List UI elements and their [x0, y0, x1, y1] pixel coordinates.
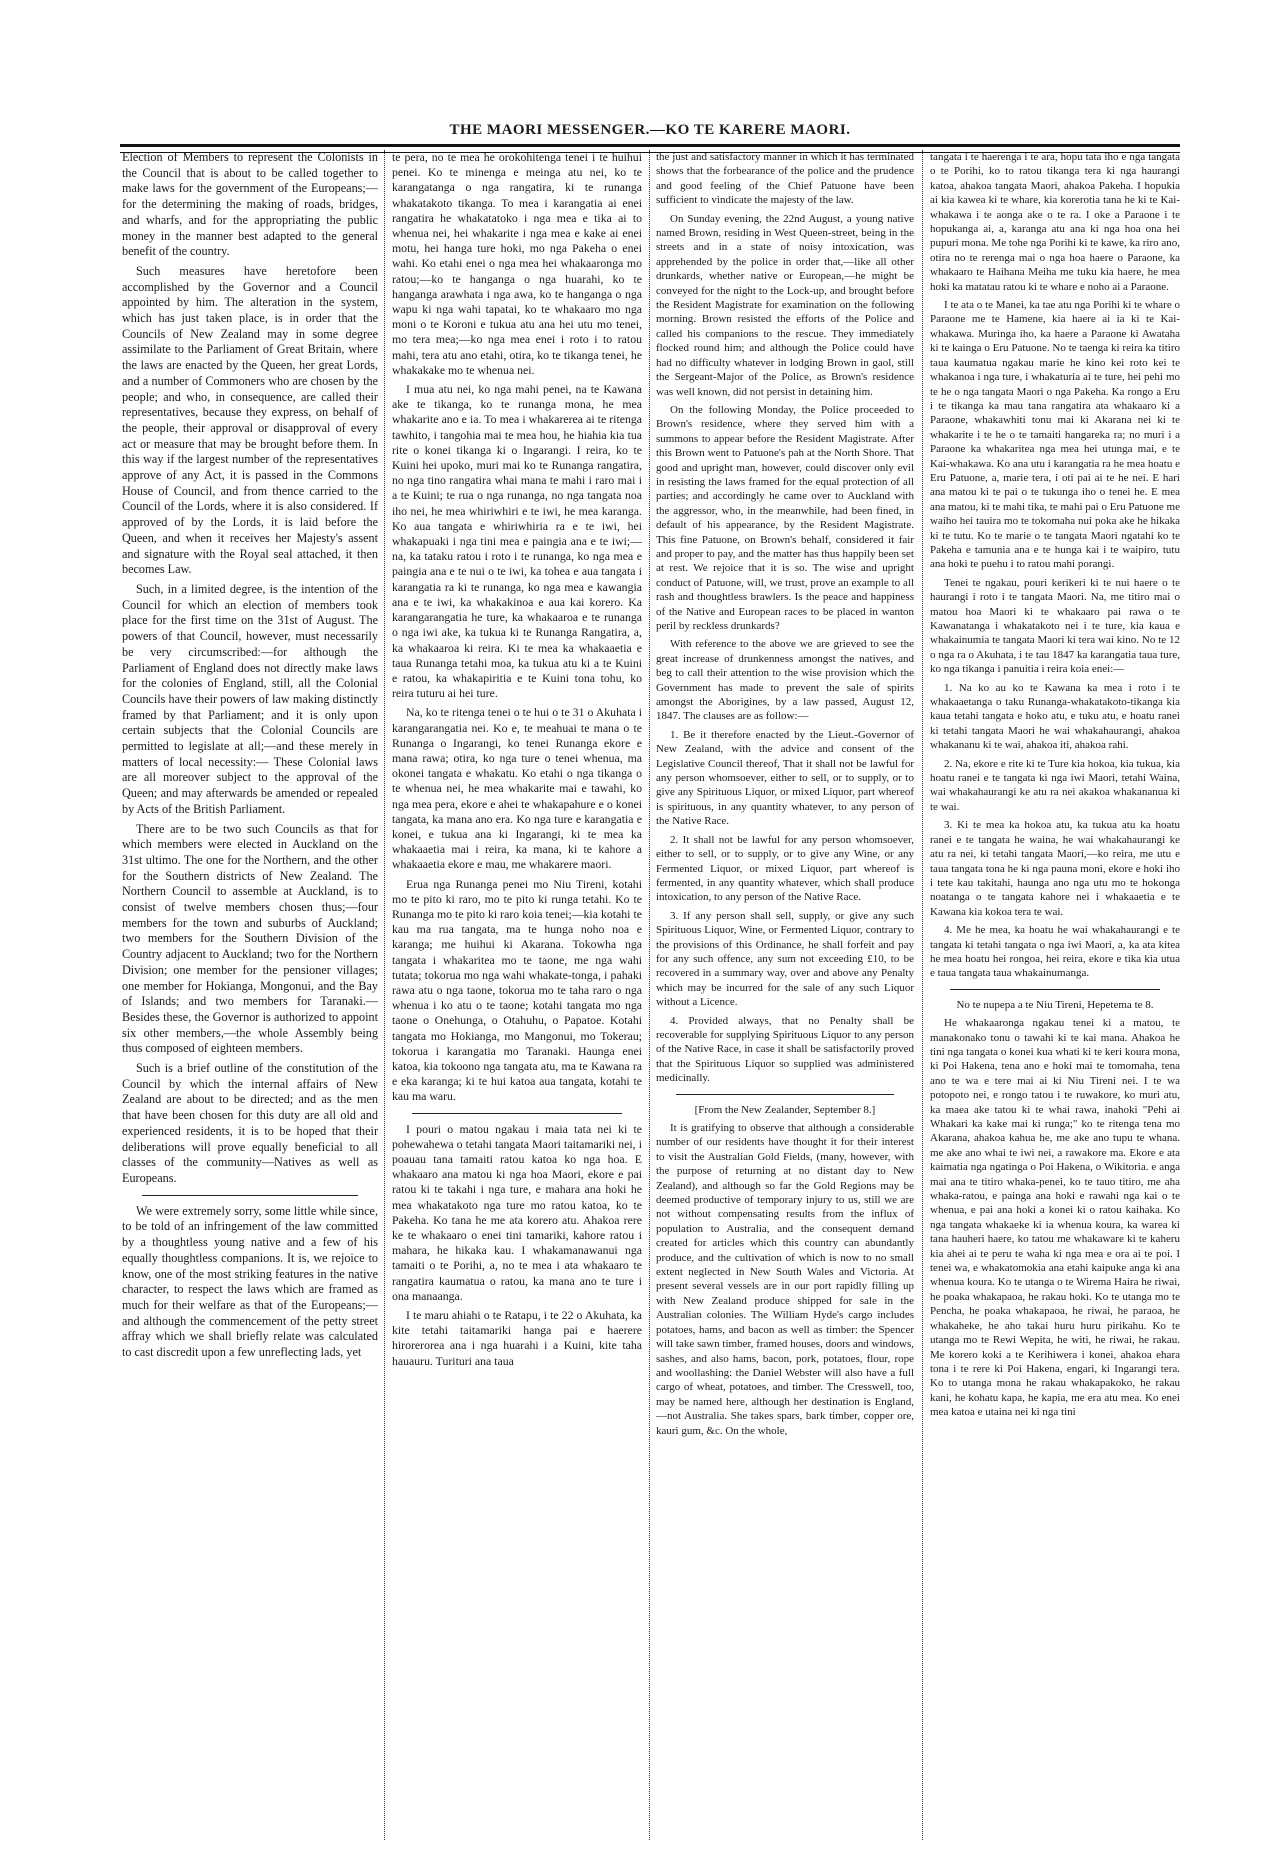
source-attribution: No te nupepa a te Niu Tireni, Hepetema te 8. — [956, 998, 1154, 1011]
section-separator — [142, 1195, 358, 1196]
column-4-maori — [930, 150, 1180, 1840]
column-divider — [384, 150, 385, 1840]
ordinance-clause: 1. Na ko au ko te Kawana ka mea i roto i te whakaaetanga o taku Runanga-whakatakoto-tikanga kia kaua tetahi tangata e hoko atu, e tuku atu, e hoatu ranei ki tetahi tangata Maori he wai whakahaurangi, ahakoa whakananu ki te wai, ahakoa iti, ahakoa rahi. — [930, 681, 1180, 752]
paragraph: Election of Members to represent the Colonists in the Council that is about to be called together to make laws for the government of the Europeans;—for the determining the making of roads, bridges, and wharfs, and for the appropriating the public money in the manner best adapted to the general benefit of the country. — [122, 150, 378, 259]
ordinance-clause: 1. Be it therefore enacted by the Lieut.-Governor of New Zealand, with the advice and consent of the Legislative Council thereof, That it shall not be lawful for any person whomsoever, either to sell, or to supply, or to give any Spirituous Liquor, or mixed Liquor, part whereof is spirituous, in any quantity whatever, to any person of the Native Race. — [656, 728, 914, 828]
section-separator — [950, 989, 1160, 990]
paragraph: I te ata o te Manei, ka tae atu nga Porihi ki te whare o Paraone me te Hamene, kia haere ai ia ki te Kai-whakawa. Muringa iho, ka haere a Paraone ki Awataha ki te kainga o Eru Patuone. No te taenga ki reira ka titiro taua kaumatua ngakau marie he kino kei roto kei te whakanoa i nga ture, i whakaturia ai te ture, hei pehi mo te he o nga tangata Maori o nga Pakeha. Ka rongo a Eru i te tikanga ka mau tana rangatira ata whakaaro ki a Paraone, whakawhiti tonu mai ki Akarana nei ki te whakarite i te he o te tamaiti hangareka ra; no muri i a Paraone ka whakaritea nga mea hei utunga mai, e te Kai-whakawa. Ko ana utu i karangatia ra he mea hoatu e Eru Patuone, a, marie tera, i oti pai ai te he nei. E hari ana matou ki te pai o te tukunga iho o tenei he. E mea ana matou, ki te mahi tika, te mahi pai o Eru Patuone me waiho hei tauira mo te tokomaha nui poka ake he hikaka ki te tutu. Ko te marie o te tangata Maori ngatahi ko te Pakeha e tamunia ana e te hunga kai i te waipiro, tutu ana hoki te puehu i to ratou mahi porangi. — [930, 299, 1180, 571]
paragraph: Such, in a limited degree, is the intention of the Council for which an election of members took place for the first time on the 31st of August. The powers of that Council, however, must necessarily be very circumscribed:—for although the Parliament of England does not directly make laws for the colonies of England, still, all the Colonial Councils have their powers of law making distinctly framed by that Parliament; and it is only upon certain subjects that the Colonial Councils are permitted to legislate at all;—and these merely in matters of local necessity:— These Colonial laws are all moreover subject to the approval of the Queen; and may afterwards be amended or repealed by Acts of the British Parliament. — [122, 581, 378, 816]
paragraph: It is gratifying to observe that although a considerable number of our residents have thought it for their interest to visit the Australian Gold Fields, (many, however, with the purpose of returning at no distant day to New Zealand), and although so far the Gold Regions may be deemed productive of temporary injury to us, still we are not without compensating results from the influx of population to Australia, and the consequent demand created for articles which this country can abundantly produce, and the cultivation of which is now to no small extent neglected in New South Wales and Victoria. At present several vessels are in our port rapidly filling up with New Zealand produce shipped for sale in the Australian colonies. The William Hyde's cargo includes potatoes, hams, and bacon as well as timber: the Spencer will take sawn timber, framed houses, doors and windows, sashes, and also hams, bacon, pork, potatoes, flour, rope and woollashing: the Daniel Webster will also have a full cargo of wheat, potatoes, and timber. The Cresswell, too, may be named here, although her destination is England,—not Australia. She takes spars, bark timber, copper ore, kauri gum, &c. On the whole, — [656, 1122, 914, 1437]
paragraph: Erua nga Runanga penei mo Niu Tireni, kotahi mo te pito ki raro, mo te pito ki runga tetahi. Ko te Runanga mo te pito ki raro koia tenei;—kia kotahi te kau ma rua tangata, ma te hunga noho noa e karanga; me huihui ki Akarana. Tokowha nga tangata i whakaritea mo te taone, me nga wahi tutata; tokorua mo nga wahi whakate-tonga, i pahaki rawa atu o nga taone, tokorua mo te taha raro o nga whenua i ko atu o te taone; kotahi tangata mo nga taone o Onehunga, o Otahuhu, o Papatoe. Kotahi tangata mo Hokianga, mo Mangonui, mo Tokerau; tokorua i karangatia mo Taranaki. Haunga enei katoa, kia tokoono nga tangata atu, ma te Kawana ra e eka karanga; ki te hui katoa aua tangata, kotahi te kau ma waru. — [392, 876, 642, 1104]
paragraph: I pouri o matou ngakau i maia tata nei ki te pohewahewa o tetahi tangata Maori taitamariki nei, i poauau tana tamaiti ratou katoa ko nga hoa. E whakaaro ana matou ki nga hoa Maori, ekore e pai ratou ki te takahi i nga ture, e mahara ana hoki he mea whakatakoto nga ture mo ratou katoa, ko te Pakeha. Ko tana he me ata korero atu. Ahakoa rere ke te whakaaro o enei tini tamariki, kahore ratou i mahara, he hikaka kau. I whakamanawanui nga tamaiti o te Porihi, a, no te mea i ata whakaaro te rangatira kaumatua o ratou, ka mana ano te ture i ona manaanga. — [392, 1121, 642, 1303]
ordinance-clause: 4. Me he mea, ka hoatu he wai whakahaurangi e te tangata ki tetahi tangata o nga iwi Maori, a, ka ata kitea he mea hoatu hei rongoa, hei reira, ekore e tika kia utua e taua tangata taua whakainumanga. — [930, 924, 1180, 980]
paragraph: the just and satisfactory manner in which it has terminated shows that the forbearance of the police and the prudence and good feeling of the Chief Patuone have been sufficient to vindicate the majesty of the law. — [656, 151, 914, 207]
ordinance-clause: 2. It shall not be lawful for any person whomsoever, either to sell, or to supply, or to give any Wine, or any Fermented Liquor, or mixed Liquor, part whereof is fermented, in any quantity whatever, which shall produce intoxication, to any person of the Native Race. — [656, 833, 914, 904]
column-divider — [649, 150, 650, 1840]
paragraph: On the following Monday, the Police proceeded to Brown's residence, where they served him with a summons to appear before the Resident Magistrate. After this Brown went to Patuone's pah at the North Shore. That good and upright man, however, could discover only evil in resisting the laws framed for the equal protection of all parties; and accordingly he came over to Auckland with the aggressor, who, in the meanwhile, had been fined, in default of his appearance, by the Resident Magistrate. This fine Patuone, on Brown's behalf, considered it fair and proper to pay, and the matter has thus happily been set at rest. We rejoice that it is so. The wise and upright conduct of Patuone, will, we trust, prove an example to all rash and thoughtless brawlers. Is the peace and happiness of the Native and European races to be placed in wanton peril by reckless drunkards? — [656, 403, 914, 632]
section-separator — [412, 1113, 622, 1114]
column-1-english — [122, 150, 378, 1840]
paragraph: Na, ko te ritenga tenei o te hui o te 31 o Akuhata i karangarangatia nei. Ko e, te meahuai te mana o te Runanga o Ingarangi, ko tenei Runanga ekore e mana rawa; otira, ko nga ture o tenei whenua, ma okonei tangata e whakatu. Ko etahi o nga tikanga o te whenua nei, he mea whakarite mai e tawahi, ko nga mea pera, ekore e ahei te whakapahure e o konei tangata, ka mana ano era. Ko nga ture e karangatia e konei, e tukua ana ki Ingarangi, ki te mea ka whakaaetia mai i reira, ka mana, ki te kahore a whakaaetia ekore e mau, me whakarere maori. — [392, 705, 642, 872]
paragraph: I te maru ahiahi o te Ratapu, i te 22 o Akuhata, ka kite tetahi taitamariki hanga pai e haerere hirorerorea ana i nga huarahi i a Kuini, kite taha hauauru. Turituri ana taua — [392, 1308, 642, 1368]
paragraph: There are to be two such Councils as that for which members were elected in Auckland on the 31st ultimo. The one for the Northern, and the other for the Southern districts of New Zealand. The Northern Council to assemble at Auckland, is to consist of twelve members chosen thus;—four members for the town and suburbs of Auckland; two members for the Southern Division of the Country adjacent to Auckland; two for the Northern Division; one member for the pensioner villages; one member for Hokianga, Mongonui, and the Bay of Islands; and two members for Taranaki.—Besides these, the Governor is authorized to appoint six other members,—the whole Assembly being thus composed of eighteen members. — [122, 821, 378, 1056]
column-2-maori — [392, 150, 642, 1840]
paragraph: I mua atu nei, ko nga mahi penei, na te Kawana ake te tikanga, ko te runanga mona, he mea whakarite ano e ia. To mea i whakarerea ai te ritenga tawhito, i tangohia mai te mea hou, he hiahia kia tua rite o konei tikanga ki o Ingarangi. I reira, ko te Kuini hei upoko, muri mai ko te Runanga rangatira, no nga tino rangatira whai mana te mahi i raro mai i a te Kuini; te rua o nga runanga, no nga tangata noa iho nei, he mea whiriwhiri e te iwi, he mea karanga. Ko aua tangata e whiriwhiria ra e te iwi, hei whakapuaki i nga tini mea e paingia ana e te iwi;—na, ka tataku ratou i roto i te runanga, ko nga mea e paingia ana e te nui o te iwi, ka tohea e aua tangata i karangatia ra ki te runanga, ko nga mea e kawangia ana e te iwi, ka whakakinoa e aua kai korero. Ka karangarangatia he ture, ka whakaaroa e te runanga o nga iwi ake, ka tukua ki te Runanga Rangatira, a, ka whakaaroa ki reira. Ki te mea ka whakaaetia e taua Runanga tetahi moa, ka tukua atu ki a te Kuini e ratou, ka whakapiritia e te Kuini tona tohu, ko reira tuturu ai hei ture. — [392, 382, 642, 701]
paragraph: te pera, no te mea he orokohitenga tenei i te huihui penei. Ko te minenga e meinga atu nei, ko te karangatanga o nga rangatira, ki te runanga whakatakoto tikanga. To mea i karangatia ai enei rangatira he whakatatoko i nga mea e tika ai to whenua nei, hei whakarite i nga mea e kake ai enei motu, hei hanga ture hoki, mo nga Pakeha o enei wahi. Ko etahi enei o nga mea hei whakaaronga mo ratou;—ko te hanganga o nga huarahi, ko te hanganga arawhata i nga awa, ko te hanganga o nga wapu ki nga wahi tapatai, ko te whakaaro mo nga moni o te Koroni e tukua atu ana hei utu mo tenei, mo tera mea;—ko nga mea enei i roto i to ratou mahi, tera atu ano etahi, otira, ko te tikanga tenei, he whakakake mo te whenua nei. — [392, 150, 642, 377]
paragraph: On Sunday evening, the 22nd August, a young native named Brown, residing in West Queen-street, being in the streets and in a state of noisy intoxication, was apprehended by the police in order that,—like all other drunkards, whether native or European,—he might be conveyed for the night to the Lock-up, and brought before the Resident Magistrate for examination on the following morning. Brown resisted the efforts of the Police and called his companions to the rescue. They immediately flocked round him; and although the Police could have had no difficulty whatever in lodging Brown in gaol, still the Sergeant-Major of the Police, as Brown's residence was well known, did not persist in detaining him. — [656, 212, 914, 398]
paragraph: With reference to the above we are grieved to see the great increase of drunkenness amongst the natives, and beg to call their attention to the wise provision which the Government has made to prevent the sale of spirits amongst the Aborigines, by a law passed, August 12, 1847. The clauses are as follow:— — [656, 638, 914, 723]
section-separator — [676, 1094, 894, 1095]
ordinance-clause: 3. If any person shall sell, supply, or give any such Spirituous Liquor, Wine, or Fermented Liquor, contrary to the provisions of this Ordinance, he shall forfeit and pay for any such offence, any sum not exceeding £10, to be recovered in a summary way, over and above any Penalty which may be incurred for the sale of any such Liquor without a Licence. — [656, 909, 914, 1009]
ordinance-clause: 3. Ki te mea ka hokoa atu, ka tukua atu ka hoatu ranei e te tangata he waina, he wai whakahaurangi ke atu ra nei, ki tetahi tangata Maori,—ko reira, me utu e taua tangata tona he ki nga pauna moni, ekore e hoki iho i tete kau takitahi, haunga ano nga utu mo te hokonga noatanga o te tangata kahore nei i whakaaetia e te Kawana kia kokoa tera te wai. — [930, 819, 1180, 918]
source-attribution: [From the New Zealander, September 8.] — [694, 1103, 876, 1116]
column-divider — [922, 150, 923, 1840]
paragraph: Such is a brief outline of the constitution of the Council by which the internal affairs of New Zealand are about to be directed; and as the men that have been chosen for this duty are all old and experienced residents, it is to be hoped that their deliberations will prove equally beneficial to all classes of the community—Natives as well as Europeans. — [122, 1061, 378, 1185]
page-header: THE MAORI MESSENGER.—KO TE KARERE MAORI. — [449, 122, 851, 138]
paragraph: tangata i te haerenga i te ara, hopu tata iho e nga tangata o te Porihi, ko to ratou tikanga tera ki nga haurangi katoa, ahakoa tangata Maori, ahakoa Pakeha. I hopukia ai kia kawea ki te whare, kia korerotia tana he ki te Kai-whakawa i te aonga ake o te ra. I oke a Paraone i te hopukanga ai, a, karanga atu ana ki nga hoa ona hei pupuri mona. Me tohe nga Porihi ki te kawe, ka riro ano, otira no te rerenga mai o nga hoa haere o Paraone, ka whakaaro te Haihana Meiha me tuku kia haere, he mea hoki ka matatau ratou ki te whare e noho ai a Paraone. — [930, 151, 1180, 293]
paragraph: He whakaaronga ngakau tenei ki a matou, te manakonako tonu o tawahi ki te kai mana. Ahakoa he tini nga tangata o konei kua whati ki te keri koura mona, ki Poi Hakena, tena ano e hoki mai te tomomaha, tena ano te wa e tere mai ai ki Niu Tireni nei. I te wa potopoto nei, e rongo tatou i te ruwakore, ko muri atu, ka maea ake tatou ki te whai rawa, inahoki "Pehi ai Whakari ka kake mai ki runga;" ko te ritenga tena mo Akarana, ahakoa kahua he, me ake ano tupu te whana. me ake ano whai te iwi nei, a rawakore ma. Ekore e ata kaimatia nga ngatinga o Poi Hakena, o Wikitoria. e anga mai ana te titiro whaka-penei, ko te tauo titiro, me aha whaka-ratou, e painga ana hoki e rawahi nga kai o te whenua, e pai ana hoki a konei ki o ratou kaihaka. Ko nga tangata whakaeke ki ia whenua koura, ka warea ki tana hauheri haere, ko tatou me whakaware ki te kaheru kia ahei ai te peru te waha ki nga mea e ora ai te poi. I tenei wa, e whakatomokia ana etahi kaipuke anga ki ana whenua koura. Ko te utanga o te Wirema Haira he riwai, he poaka whakapaoa, he rakau hoki. Ko te utanga mo te Pencha, he poaka whakapaoa, he riwai, he paraoa, he whakaheke, he aho takai huru huru pirikahu. Ko te utanga mo te Rewi Wepita, he witi, he riwai, he rakau. Me korero koki a te Kerihiwera i konei, ahakoa ehara tona i te rere ki Poi Hakena, engari, ki Ingarangi tera. Ko to utanga mona he rakau whakapakoko, he rakau kani, he kohatu kapa, he kapia, me era atu mea. Ko enei mea katoa e utaina nei ki nga tini — [930, 1017, 1180, 1419]
column-3-english — [656, 150, 914, 1840]
ordinance-clause: 2. Na, ekore e rite ki te Ture kia hokoa, kia tukua, kia hoatu ranei e te tangata ki nga iwi Maori, tetahi Waina, wai whakahaurangi ke atu ra nei akakoa whakananua ki te wai. — [930, 757, 1180, 813]
paragraph: Tenei te ngakau, pouri kerikeri ki te nui haere o te haurangi i roto i te tangata Maori. Na, me titiro mai o matou hoa Maori ki te whakaaro pai rawa o te Kawanatanga i whakatakoto nei i te ture, kia kaua e whakainumia te tangata Maori ki tera wai kino. No te 12 o nga ra o Akuhata, i te tau 1847 ka karangatia taua ture, ko nga tikanga i panuitia i reira koia enei:— — [930, 576, 1180, 676]
paragraph: Such measures have heretofore been accomplished by the Governor and a Council appointed by him. The alteration in the system, which has just taken place, is in order that the Councils of New Zealand may in some degree assimilate to the Parliament of Great Britain, where the laws are enacted by the Queen, her great Lords, and a number of Commoners who are chosen by the people; and who, in consequence, are called their representatives, because they express, on behalf of the people, their approval or disapproval of every act or measure that may be brought before them. In this way if the largest number of the representatives approve of any Act, it is passed in the Commons House of Council, and from thence carried to the Council of the Lords, where it is also considered. If approved of by the Lords, it is laid before the Queen, and when it receives her Majesty's assent and signature with the Royal seal attached, it then becomes Law. — [122, 263, 378, 577]
ordinance-clause: 4. Provided always, that no Penalty shall be recoverable for supplying Spirituous Liquor to any person of the Native Race, in case it shall be satisfactorily proved that the Spirituous Liquor so supplied was administered medicinally. — [656, 1014, 914, 1085]
paragraph: We were extremely sorry, some little while since, to be told of an infringement of the law committed by a thoughtless young native and a few of his equally thoughtless companions. It is, we rejoice to know, one of the most striking features in the native character, to respect the laws which are framed as much for their welfare as that of the Europeans;—and although the commencement of the petty street affray which we shall briefly relate was calculated to cast discredit upon a few unreflecting lads, yet — [122, 1203, 378, 1360]
